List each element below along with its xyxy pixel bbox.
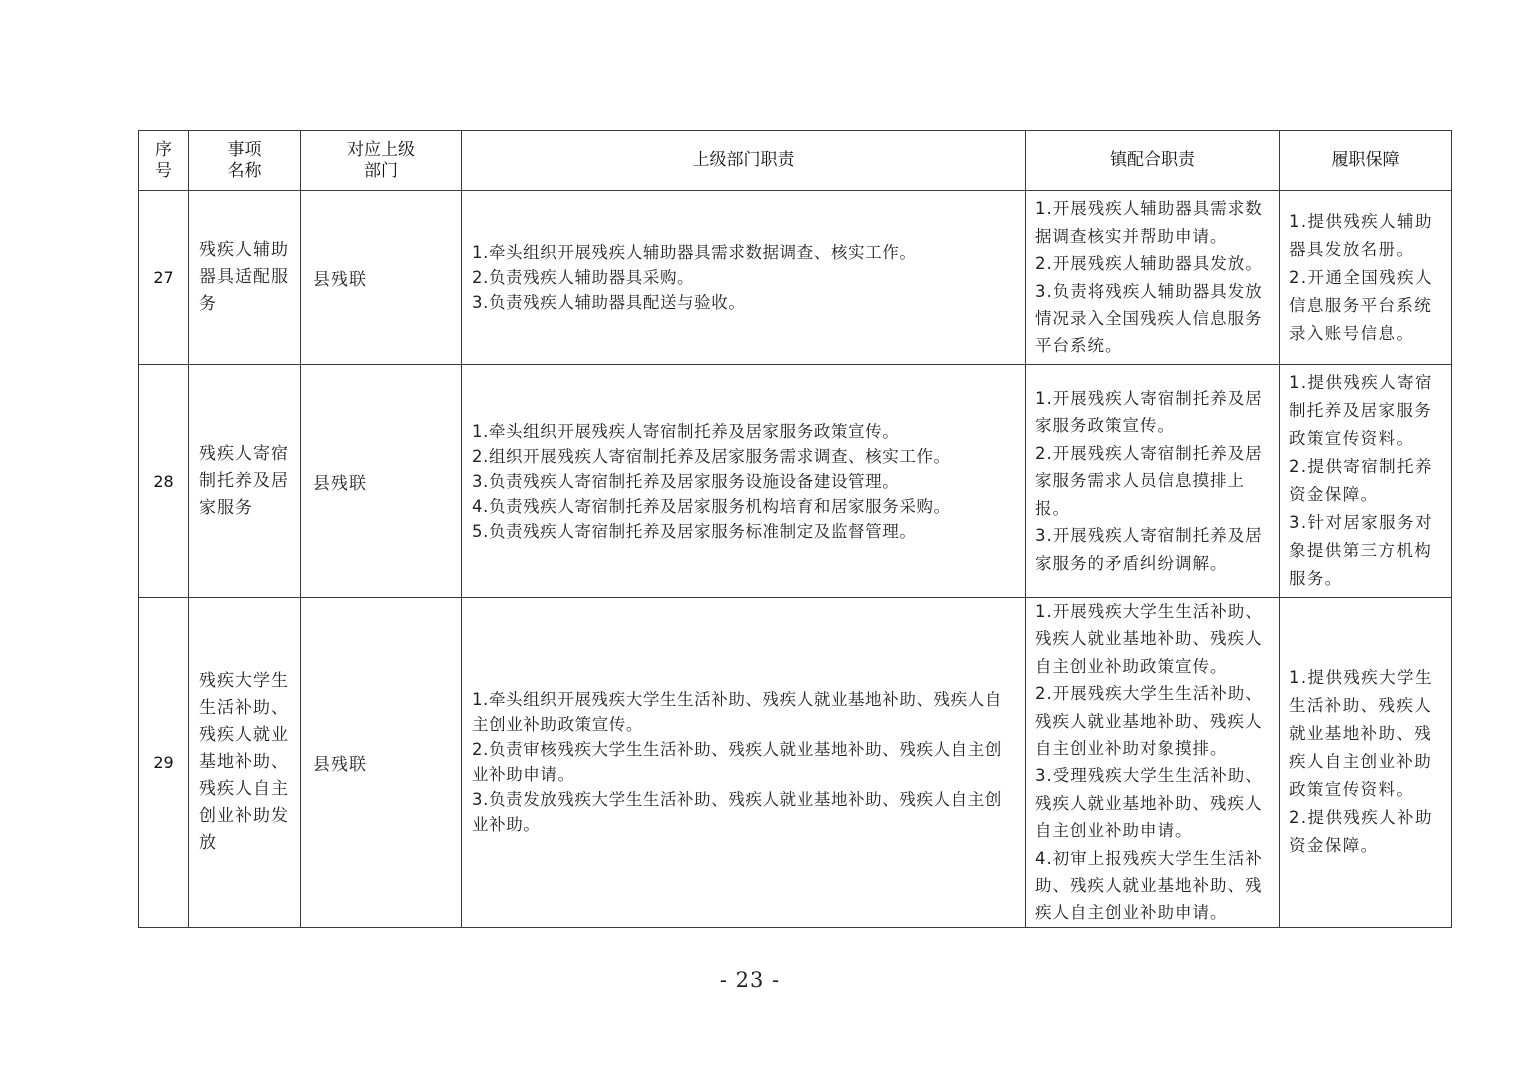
guarantees-cell xyxy=(1280,191,1452,365)
table-row xyxy=(139,191,1452,365)
duty-item: 1.开展残疾大学生生活补助、残疾人就业基地补助、残疾人自主创业补助政策宣传。 xyxy=(1035,602,1263,676)
guarantees-list xyxy=(1280,208,1451,348)
duty-item: 1.开展残疾人辅助器具需求数据调查核实并帮助申请。 xyxy=(1035,199,1263,246)
duty-item: 2.开展残疾人寄宿制托养及居家服务需求人员信息摸排上报。 xyxy=(1035,443,1263,518)
town-duties-cell xyxy=(1026,191,1280,365)
duty-item: 2.开展残疾人辅助器具发放。 xyxy=(1035,254,1263,274)
duty-item: 1.提供残疾人辅助器具发放名册。 xyxy=(1289,211,1433,259)
guarantees-list xyxy=(1280,664,1451,860)
upper-duties-list xyxy=(462,687,1025,837)
duty-item: 2.开展残疾大学生生活补助、残疾人就业基地补助、残疾人自主创业补助对象摸排。 xyxy=(1035,684,1263,759)
duty-item: 3.负责发放残疾大学生生活补助、残疾人就业基地补助、残疾人自主创业补助。 xyxy=(472,790,1002,835)
town-duties-list xyxy=(1026,195,1279,359)
town-duties-cell xyxy=(1026,365,1280,598)
duty-item: 1.牵头组织开展残疾人辅助器具需求数据调查、核实工作。 xyxy=(472,243,917,262)
town-duties-list xyxy=(1026,598,1279,927)
header-item-name: 事项 名称 xyxy=(189,131,301,191)
duty-item: 3.负责残疾人辅助器具配送与验收。 xyxy=(472,293,746,312)
header-no: 序 号 xyxy=(139,131,189,191)
table-row xyxy=(139,598,1452,928)
header-guarantees: 履职保障 xyxy=(1280,131,1452,191)
duty-item: 4.负责残疾人寄宿制托养及居家服务机构培育和居家服务采购。 xyxy=(472,496,951,516)
upper-duties-list xyxy=(462,240,1025,315)
duty-item: 2.组织开展残疾人寄宿制托养及居家服务需求调查、核实工作。 xyxy=(472,446,951,466)
page-number: - 23 - xyxy=(719,968,781,992)
upper-dept: 县残联 xyxy=(301,191,462,365)
town-duties-list xyxy=(1026,385,1279,577)
duty-item: 2.开通全国残疾人信息服务平台系统录入账号信息。 xyxy=(1289,267,1433,343)
duty-item: 1.提供残疾大学生生活补助、残疾人就业基地补助、残疾人自主创业补助政策宣传资料。 xyxy=(1289,668,1433,800)
duty-item: 3.负责将残疾人辅助器具发放情况录入全国残疾人信息服务平台系统。 xyxy=(1035,281,1263,356)
row-number: 27 xyxy=(139,191,189,365)
upper-duties-cell xyxy=(462,191,1026,365)
duty-item: 2.提供残疾人补助资金保障。 xyxy=(1289,808,1433,856)
duty-item: 3.开展残疾人寄宿制托养及居家服务的矛盾纠纷调解。 xyxy=(1035,526,1263,573)
upper-duties-cell xyxy=(462,598,1026,928)
duty-table xyxy=(138,130,1452,928)
duty-item: 3.负责残疾人寄宿制托养及居家服务设施设备建设管理。 xyxy=(472,471,900,491)
header-upper-duties: 上级部门职责 xyxy=(462,131,1026,191)
duty-item: 2.提供寄宿制托养资金保障。 xyxy=(1289,457,1433,504)
item-name: 残疾人寄宿制托养及居家服务 xyxy=(189,365,301,598)
duty-item: 2.负责残疾人辅助器具采购。 xyxy=(472,268,695,287)
item-name: 残疾人辅助器具适配服务 xyxy=(189,191,301,365)
guarantees-list xyxy=(1280,369,1451,593)
header-upper-dept: 对应上级 部门 xyxy=(301,131,462,191)
item-name: 残疾大学生生活补助、残疾人就业基地补助、残疾人自主创业补助发放 xyxy=(189,598,301,928)
header-row xyxy=(139,131,1452,191)
duty-item: 1.牵头组织开展残疾人寄宿制托养及居家服务政策宣传。 xyxy=(472,421,900,441)
duty-item: 4.初审上报残疾大学生生活补助、残疾人就业基地补助、残疾人自主创业补助申请。 xyxy=(1035,848,1263,923)
guarantees-cell xyxy=(1280,598,1452,928)
upper-dept: 县残联 xyxy=(301,365,462,598)
duty-item: 5.负责残疾人寄宿制托养及居家服务标准制定及监督管理。 xyxy=(472,521,917,541)
duty-item: 1.牵头组织开展残疾大学生生活补助、残疾人就业基地补助、残疾人自主创业补助政策宣传。 xyxy=(472,690,1002,735)
table-body xyxy=(139,191,1452,928)
upper-duties-list xyxy=(462,419,1025,544)
header-town-duties: 镇配合职责 xyxy=(1026,131,1280,191)
duty-item: 3.针对居家服务对象提供第三方机构服务。 xyxy=(1289,513,1433,588)
duty-item: 1.提供残疾人寄宿制托养及居家服务政策宣传资料。 xyxy=(1289,373,1433,448)
duty-item: 1.开展残疾人寄宿制托养及居家服务政策宣传。 xyxy=(1035,389,1263,436)
table-header xyxy=(139,131,1452,191)
guarantees-cell xyxy=(1280,365,1452,598)
upper-duties-cell xyxy=(462,365,1026,598)
row-number: 29 xyxy=(139,598,189,928)
duty-item: 2.负责审核残疾大学生生活补助、残疾人就业基地补助、残疾人自主创业补助申请。 xyxy=(472,740,1002,785)
row-number: 28 xyxy=(139,365,189,598)
table-row xyxy=(139,365,1452,598)
duty-item: 3.受理残疾大学生生活补助、残疾人就业基地补助、残疾人自主创业补助申请。 xyxy=(1035,766,1263,841)
town-duties-cell xyxy=(1026,598,1280,928)
upper-dept: 县残联 xyxy=(301,598,462,928)
